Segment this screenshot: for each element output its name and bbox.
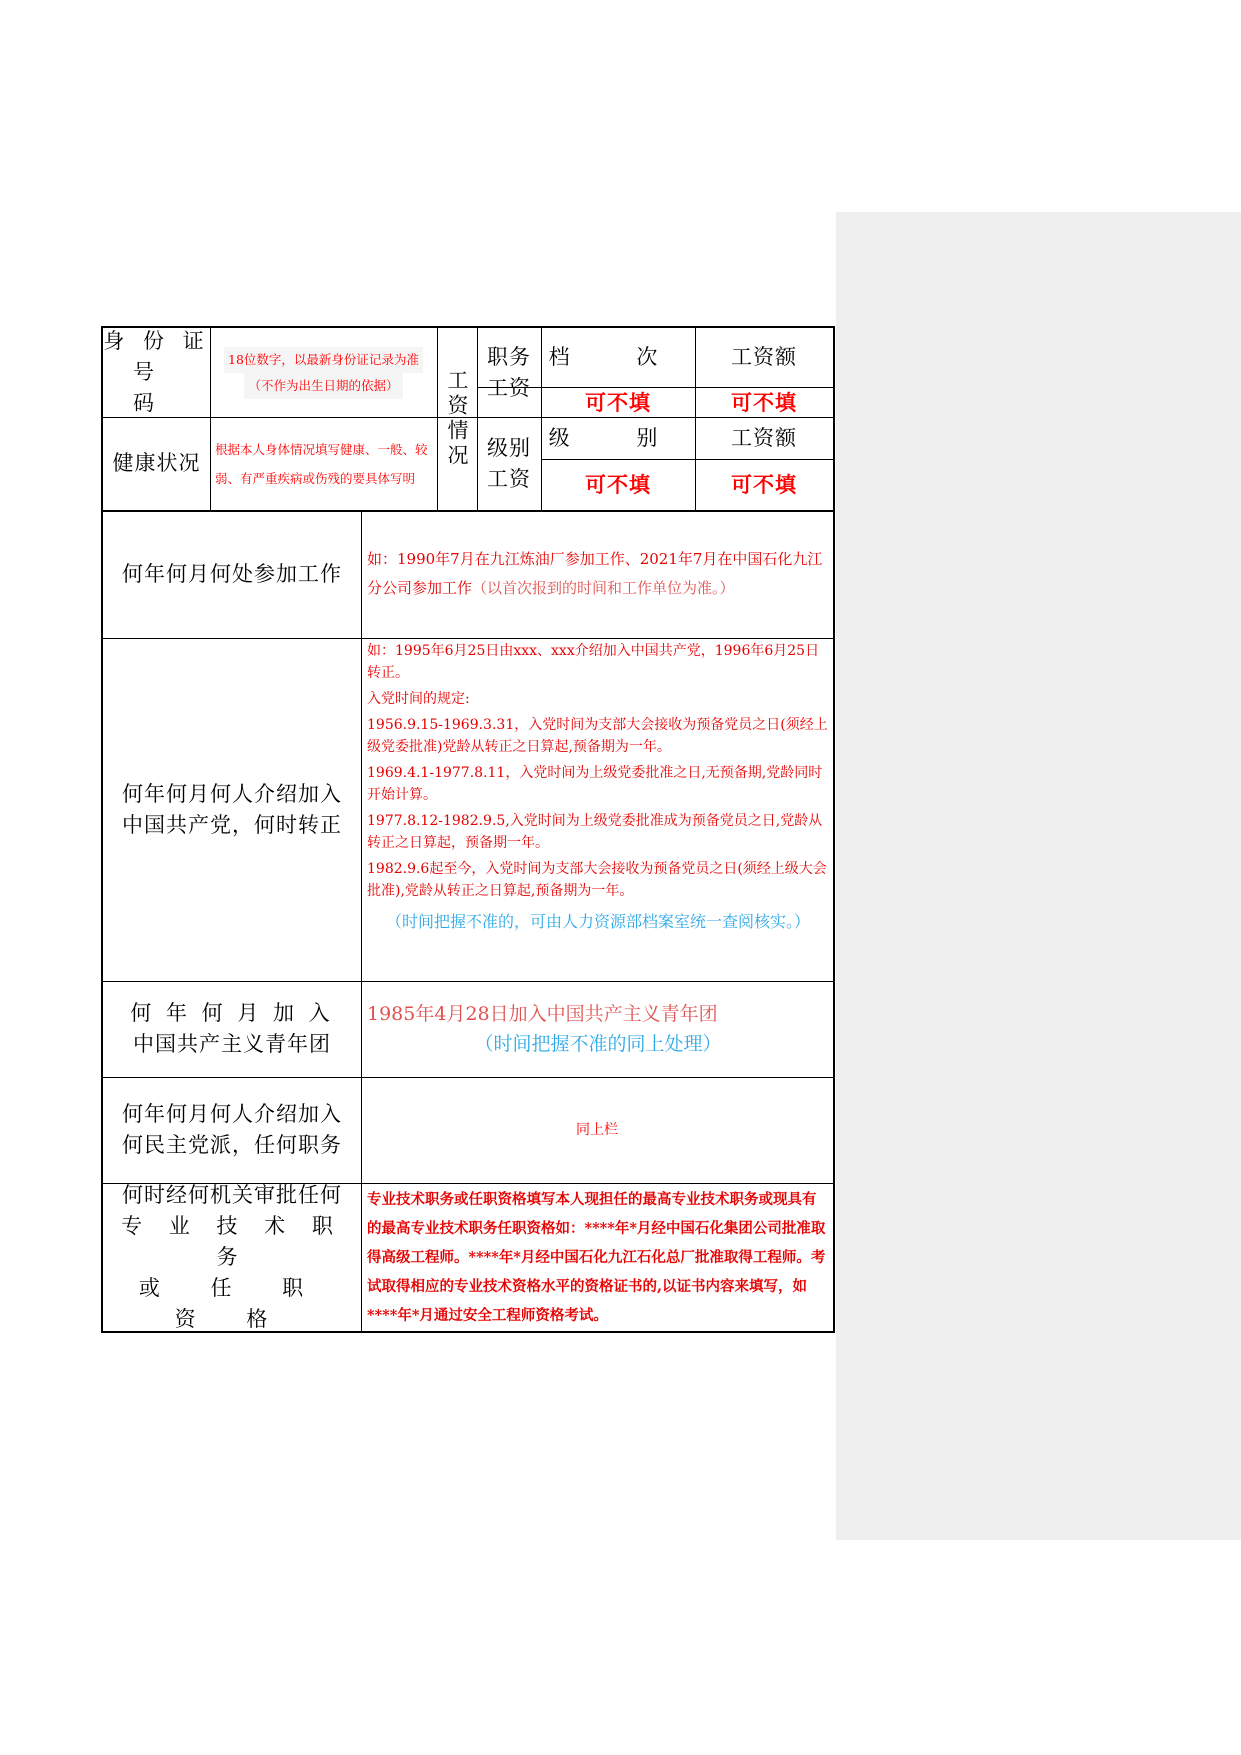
party-rule-3: 1977.8.12-1982.9.5,入党时间为上级党委批准成为预备党员之日,党龄从转正之日算起，预备期一年。 [367, 813, 823, 851]
work-start-label: 何年何月何处参加工作 [122, 561, 342, 586]
party-label [103, 638, 361, 981]
salary-section-label-text: 工资情况 [445, 369, 469, 469]
level-header: 级 别 [548, 425, 688, 450]
professional-title-label [103, 1183, 361, 1331]
work-start-hint [367, 545, 829, 603]
democratic-party-field[interactable]: 同上栏 [576, 1122, 618, 1138]
amount-header: 工资额 [731, 345, 797, 369]
party-rule-1: 1956.9.15-1969.3.31，入党时间为支部大会接收为预备党员之日(须经上级党委批准)党龄从转正之日算起,预备期为一年。 [367, 717, 828, 755]
level-value[interactable]: 可不填 [585, 472, 651, 497]
league-field[interactable] [367, 981, 829, 1077]
id-card-hint: 18位数字，以最新身份证记录为准 [224, 347, 423, 373]
amount-value[interactable]: 可不填 [731, 389, 797, 415]
salary-section-label [437, 328, 477, 510]
id-card-hint-secondary: （不作为出生日期的依据） [244, 373, 402, 399]
work-start-field[interactable] [367, 510, 829, 638]
comment-pane [836, 212, 1241, 1540]
level-salary-label-line1: 级别 [487, 435, 531, 460]
grade-header: 档 次 [548, 345, 688, 369]
level-salary-label [477, 417, 541, 510]
party-field[interactable] [367, 638, 829, 981]
democratic-party-label-line2: 何民主党派，任何职务 [122, 1133, 342, 1157]
grade-value[interactable]: 可不填 [585, 389, 651, 415]
league-label-line1: 何 年 何 月 加 入 [130, 1001, 334, 1025]
level-salary-label-line2: 工资 [487, 466, 531, 491]
health-label: 健康状况 [112, 451, 201, 475]
position-salary-label-line2: 工资 [487, 375, 531, 400]
democratic-party-label [103, 1077, 361, 1183]
divider [361, 510, 362, 1331]
id-card-label-line2: 号 码 [133, 360, 180, 415]
health-field[interactable] [215, 417, 433, 510]
party-note: （时间把握不准的，可由人力资源部档案室统一查阅核实。） [385, 912, 810, 931]
id-card-label-line1: 身 份 证 [103, 329, 210, 353]
league-label-line2: 中国共产主义青年团 [133, 1032, 331, 1056]
party-rule-4: 1982.9.6起至今，入党时间为支部大会接收为预备党员之日(须经上级大会批准),党龄从转正之日算起,预备期为一年。 [367, 861, 827, 899]
position-salary-label [477, 328, 541, 417]
health-hint: 根据本人身体情况填写健康、一般、较弱、有严重疾病或伤残的要具体写明 [215, 441, 428, 486]
id-card-field[interactable] [210, 328, 437, 417]
professional-title-label-line3: 或 任 职 资 格 [138, 1275, 326, 1331]
work-start-note: （以首次报到的时间和工作单位为准。） [472, 579, 735, 597]
professional-title-field[interactable] [367, 1183, 829, 1331]
party-label-line2: 中国共产党，何时转正 [122, 812, 342, 837]
personnel-form-table [101, 326, 835, 1333]
party-rules-title: 入党时间的规定: [367, 691, 470, 707]
league-note: （时间把握不准的同上处理） [474, 1033, 722, 1055]
level-amount-value[interactable]: 可不填 [731, 472, 797, 497]
level-amount-header: 工资额 [731, 425, 797, 450]
professional-title-label-line2: 专 业 技 术 职 务 [121, 1213, 343, 1269]
league-example: 1985年4月28日加入中国共产主义青年团 [367, 1003, 718, 1025]
work-start-example: 如：1990年7月在九江炼油厂参加工作、2021年7月在中国石化九江分公司参加工作 [367, 550, 823, 597]
party-label-line1: 何年何月何人介绍加入 [122, 781, 342, 806]
democratic-party-label-line1: 何年何月何人介绍加入 [122, 1102, 342, 1126]
league-label [103, 981, 361, 1077]
party-rule-2: 1969.4.1-1977.8.11，入党时间为上级党委批准之日,无预备期,党龄同时开始计算。 [367, 765, 823, 803]
party-example: 如：1995年6月25日由xxx、xxx介绍加入中国共产党，1996年6月25日转正。 [367, 643, 820, 681]
id-card-label [103, 328, 210, 417]
professional-title-hint: 专业技术职务或任职资格填写本人现担任的最高专业技术职务或现具有的最高专业技术职务任职资格如：****年*月经中国石化集团公司批准取得高级工程师。****年*月经中国石化九江石化总厂批准取得工程师。考试取得相应的专业技术资格水平的资格证书的,以证书内容来填写，如****年*月通过安全工程师资格考试。 [367, 1190, 826, 1324]
position-salary-label-line1: 职务 [487, 344, 531, 369]
professional-title-label-line1: 何时经何机关审批任何 [122, 1182, 342, 1207]
